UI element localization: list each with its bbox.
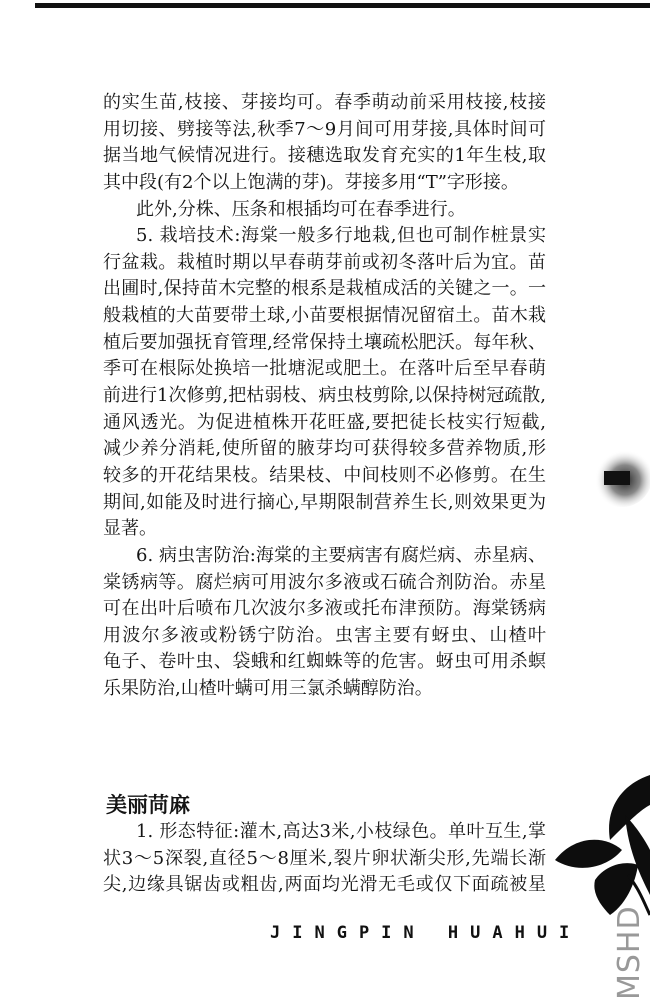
text-line: 出圃时,保持苗木完整的根系是栽植成活的关键之一。一: [103, 278, 546, 300]
text-line: 可在出叶后喷布几次波尔多液或托布津预防。海棠锈病: [103, 598, 546, 620]
page-number-mark: [586, 440, 650, 510]
text-line: 棠锈病等。腐烂病可用波尔多液或石硫合剂防治。赤星: [103, 571, 546, 593]
flower-illustration: [550, 755, 650, 925]
text-line: 期间,如能及时进行摘心,早期限制营养生长,则效果更为: [103, 491, 546, 513]
text-line: 般栽植的大苗要带土球,小苗要根据情况留宿土。苗木栽: [103, 305, 546, 327]
text-line: 显著。: [103, 518, 157, 540]
text-line: 尖,边缘具锯齿或粗齿,两面均光滑无毛或仅下面疏被星: [103, 874, 546, 896]
text-line: 行盆栽。栽植时期以早春萌芽前或初冬落叶后为宜。苗: [103, 251, 546, 273]
running-footer: JINGPIN HUAHUI: [270, 923, 582, 943]
text-line: 植后要加强抚育管理,经常保持土壤疏松肥沃。每年秋、: [103, 331, 546, 353]
text-line: 状3～5深裂,直径5～8厘米,裂片卵状渐尖形,先端长渐: [103, 847, 546, 869]
watermark: MSHD: [612, 905, 647, 1000]
text-line: 通风透光。为促进植株开花旺盛,要把徒长枝实行短截,: [103, 411, 546, 433]
text-line: 乐果防治,山楂叶螨可用三氯杀螨醇防治。: [103, 678, 433, 700]
section-text: [103, 819, 546, 899]
text-line: 此外,分株、压条和根插均可在春季进行。: [136, 198, 466, 220]
text-line: 龟子、卷叶虫、袋蛾和红蜘蛛等的危害。蚜虫可用杀螟: [103, 651, 546, 673]
text-line: 1. 形态特征:灌木,高达3米,小枝绿色。单叶互生,掌: [136, 821, 546, 842]
text-line: 其中段(有2个以上饱满的芽)。芽接多用“T”字形接。: [103, 171, 519, 193]
text-line: 用波尔多液或粉锈宁防治。虫害主要有蚜虫、山楂叶: [103, 624, 546, 646]
top-rule: [35, 3, 650, 8]
text-line: 据当地气候情况进行。接穗选取发育充实的1年生枝,取: [103, 145, 546, 167]
text-line: 较多的开花结果枝。结果枝、中间枝则不必修剪。在生: [103, 464, 546, 486]
text-line: 5. 栽培技术:海棠一般多行地栽,但也可制作桩景实: [136, 225, 546, 247]
section-heading: 美丽苘麻: [106, 792, 190, 817]
text-line: 减少养分消耗,使所留的腋芽均可获得较多营养物质,形: [103, 438, 546, 460]
text-line: 前进行1次修剪,把枯弱枝、病虫枝剪除,以保持树冠疏散,: [103, 385, 546, 407]
text-line: 用切接、劈接等法,秋季7～9月间可用芽接,具体时间可: [103, 118, 546, 140]
text-line: 季可在根际处换培一批塘泥或肥土。在落叶后至早春萌: [103, 358, 546, 380]
text-line: 的实生苗,枝接、芽接均可。春季萌动前采用枝接,枝接: [103, 92, 546, 113]
text-line: 6. 病虫害防治:海棠的主要病害有腐烂病、赤星病、: [136, 544, 546, 566]
body-text: [103, 90, 546, 703]
